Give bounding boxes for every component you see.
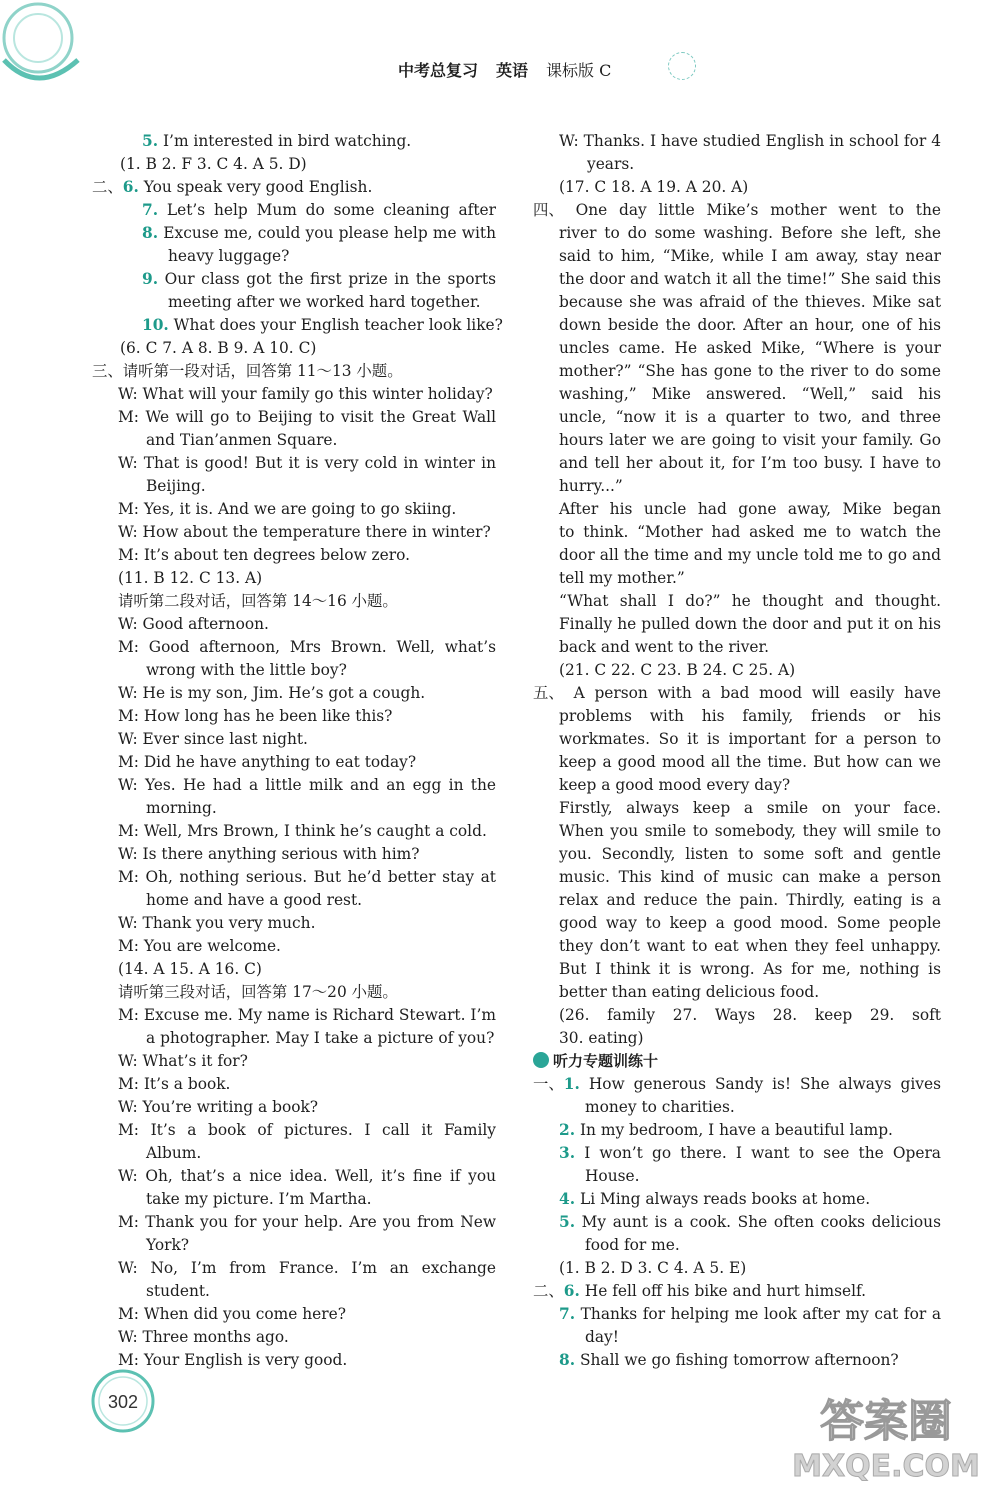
text-line bbox=[533, 130, 941, 153]
watermark-bottom: MXQE.COM bbox=[792, 1449, 980, 1483]
text-line bbox=[533, 452, 941, 475]
line-text: Finally he pulled down the door and put it on his bbox=[559, 615, 941, 633]
text-line bbox=[92, 222, 496, 245]
item-number: 10. bbox=[142, 316, 169, 334]
line-text: M: How long has he been like this? bbox=[118, 707, 393, 725]
text-line bbox=[92, 820, 496, 843]
text-line bbox=[92, 475, 496, 498]
text-line bbox=[92, 383, 496, 406]
text-line bbox=[92, 245, 496, 268]
text-line bbox=[533, 153, 941, 176]
line-text: wrong with the little boy? bbox=[146, 661, 347, 679]
text-line bbox=[533, 1349, 941, 1372]
text-line bbox=[92, 199, 496, 222]
text-line bbox=[533, 728, 941, 751]
line-text: (11. B 12. C 13. A) bbox=[118, 569, 263, 587]
line-text: M: Good afternoon, Mrs Brown. Well, what’s bbox=[118, 638, 496, 656]
text-line bbox=[92, 429, 496, 452]
line-text: W: That is good! But it is very cold in winter in bbox=[118, 454, 496, 472]
line-text: Let’s help Mum do some cleaning after bbox=[166, 201, 496, 219]
line-text: said to him, “Mike, while I am away, stay near bbox=[559, 247, 941, 265]
text-line bbox=[92, 958, 496, 981]
item-number: 8. bbox=[559, 1351, 576, 1369]
text-line bbox=[92, 797, 496, 820]
text-line bbox=[92, 1027, 496, 1050]
text-line bbox=[533, 889, 941, 912]
item-number: 8. bbox=[142, 224, 159, 242]
text-line bbox=[92, 544, 496, 567]
text-line bbox=[533, 774, 941, 797]
line-text: I’m interested in bird watching. bbox=[158, 132, 412, 150]
line-text: 三、请听第一段对话，回答第 11～13 小题。 bbox=[92, 362, 403, 380]
line-text: music. This kind of music can make a person bbox=[559, 868, 941, 886]
line-text: W: You’re writing a book? bbox=[118, 1098, 319, 1116]
line-text: down beside the door. After an hour, one of his bbox=[559, 316, 941, 334]
text-line bbox=[92, 291, 496, 314]
text-line bbox=[533, 567, 941, 590]
line-text: the door and watch it all the time!” She said this bbox=[559, 270, 941, 288]
line-text: uncle, “now it is a quarter to two, and three bbox=[559, 408, 941, 426]
text-line bbox=[533, 1165, 941, 1188]
text-line bbox=[92, 1073, 496, 1096]
text-line bbox=[533, 521, 941, 544]
line-text: 请听第三段对话，回答第 17～20 小题。 bbox=[118, 983, 398, 1001]
text-line bbox=[533, 958, 941, 981]
line-text: W: Is there anything serious with him? bbox=[118, 845, 420, 863]
line-text: washing,” Mike answered. “Well,” said his bbox=[559, 385, 941, 403]
text-line bbox=[92, 590, 496, 613]
text-line bbox=[92, 636, 496, 659]
line-text: day! bbox=[585, 1328, 619, 1346]
text-line bbox=[92, 659, 496, 682]
watermark-top: 答案圈 bbox=[820, 1396, 952, 1447]
line-text: M: Yes, it is. And we are going to go skiing. bbox=[118, 500, 457, 518]
header-subject: 英语 bbox=[496, 61, 529, 80]
line-text: keep a good mood all the time. But how can we bbox=[559, 753, 941, 771]
line-text: M: It’s about ten degrees below zero. bbox=[118, 546, 411, 564]
text-line bbox=[533, 751, 941, 774]
line-text: But I think it is wrong. As for me, nothing is bbox=[559, 960, 941, 978]
line-text: and Tian’anmen Square. bbox=[146, 431, 338, 449]
text-line bbox=[92, 268, 496, 291]
text-line bbox=[92, 613, 496, 636]
section-marker: 二、 bbox=[92, 178, 123, 196]
line-text: M: Well, Mrs Brown, I think he’s caught a cold. bbox=[118, 822, 487, 840]
text-line bbox=[92, 912, 496, 935]
line-text: W: Thanks. I have studied English in school for 4 bbox=[559, 132, 941, 150]
text-line bbox=[92, 360, 496, 383]
line-text: How generous Sandy is! She always gives bbox=[579, 1075, 941, 1093]
line-text: W: Oh, that’s a nice idea. Well, it’s fine if you bbox=[118, 1167, 496, 1185]
item-number: 4. bbox=[559, 1190, 576, 1208]
text-line bbox=[533, 820, 941, 843]
text-line bbox=[92, 406, 496, 429]
line-text: When you smile to somebody, they will smile to bbox=[559, 822, 941, 840]
text-line bbox=[92, 176, 496, 199]
line-text: M: It’s a book of pictures. I call it Family bbox=[118, 1121, 496, 1139]
text-line bbox=[92, 1165, 496, 1188]
text-line bbox=[92, 1096, 496, 1119]
text-line bbox=[533, 406, 941, 429]
section-marker: 一、 bbox=[533, 1075, 564, 1093]
text-line bbox=[92, 498, 496, 521]
item-number: 5. bbox=[559, 1213, 576, 1231]
line-text: (21. C 22. C 23. B 24. C 25. A) bbox=[559, 661, 796, 679]
headphone-icon bbox=[533, 1052, 549, 1068]
line-text: Shall we go fishing tomorrow afternoon? bbox=[575, 1351, 899, 1369]
text-line bbox=[92, 751, 496, 774]
text-line bbox=[533, 613, 941, 636]
line-text: “What shall I do?” he thought and thought. bbox=[559, 592, 941, 610]
line-text: M: Thank you for your help. Are you from New bbox=[118, 1213, 496, 1231]
line-text: back and went to the river. bbox=[559, 638, 770, 656]
text-line bbox=[533, 843, 941, 866]
line-text: Our class got the first prize in the sports bbox=[158, 270, 496, 288]
text-line bbox=[533, 314, 941, 337]
line-text: hurry...” bbox=[559, 477, 623, 495]
line-text: I won’t go there. I want to see the Opera bbox=[575, 1144, 941, 1162]
line-text: M: When did you come here? bbox=[118, 1305, 346, 1323]
text-line bbox=[92, 935, 496, 958]
text-line bbox=[533, 682, 941, 705]
text-line bbox=[533, 1004, 941, 1027]
text-line bbox=[533, 1211, 941, 1234]
text-line bbox=[533, 1280, 941, 1303]
item-number: 3. bbox=[559, 1144, 576, 1162]
text-line bbox=[533, 544, 941, 567]
line-text: M: We will go to Beijing to visit the Great Wall bbox=[118, 408, 496, 426]
text-line bbox=[92, 981, 496, 1004]
line-text: W: No, I’m from France. I’m an exchange bbox=[118, 1259, 496, 1277]
header-ornament bbox=[668, 52, 696, 80]
text-line bbox=[533, 636, 941, 659]
line-text: hours later we are going to visit your family. Go bbox=[559, 431, 941, 449]
text-line bbox=[533, 1326, 941, 1349]
line-text: morning. bbox=[146, 799, 217, 817]
line-text: door all the time and my uncle told me to go and bbox=[559, 546, 941, 564]
text-line bbox=[92, 1234, 496, 1257]
line-text: W: Good afternoon. bbox=[118, 615, 269, 633]
item-number: 9. bbox=[142, 270, 159, 288]
line-text: workmates. So it is important for a person to bbox=[559, 730, 941, 748]
text-line bbox=[92, 130, 496, 153]
text-line bbox=[92, 567, 496, 590]
item-number: 5. bbox=[142, 132, 159, 150]
text-line bbox=[533, 1234, 941, 1257]
line-text: uncles came. He asked Mike, “Where is your bbox=[559, 339, 941, 357]
text-line bbox=[533, 475, 941, 498]
line-text: Album. bbox=[146, 1144, 202, 1162]
line-text: Thanks for helping me look after my cat for a bbox=[575, 1305, 941, 1323]
line-text: take my picture. I’m Martha. bbox=[146, 1190, 372, 1208]
line-text: student. bbox=[146, 1282, 210, 1300]
line-text: M: Excuse me. My name is Richard Stewart. I’m bbox=[118, 1006, 496, 1024]
text-line bbox=[533, 935, 941, 958]
line-text: 30. eating) bbox=[559, 1029, 644, 1047]
header-edition: 课标版 C bbox=[546, 61, 612, 80]
line-text: M: Did he have anything to eat today? bbox=[118, 753, 417, 771]
text-line bbox=[533, 383, 941, 406]
line-text: One day little Mike’s mother went to the bbox=[563, 201, 941, 219]
text-line bbox=[533, 590, 941, 613]
text-line bbox=[92, 1050, 496, 1073]
line-text: (17. C 18. A 19. A 20. A) bbox=[559, 178, 749, 196]
line-text: money to charities. bbox=[585, 1098, 735, 1116]
corner-decoration bbox=[0, 0, 100, 90]
item-number: 1. bbox=[563, 1075, 580, 1093]
text-line bbox=[92, 1211, 496, 1234]
line-text: years. bbox=[587, 155, 635, 173]
watermark bbox=[778, 1388, 993, 1483]
line-text: (1. B 2. D 3. C 4. A 5. E) bbox=[559, 1259, 747, 1277]
line-text: (1. B 2. F 3. C 4. A 5. D) bbox=[120, 155, 307, 173]
line-text: M: Your English is very good. bbox=[118, 1351, 348, 1369]
text-line bbox=[533, 705, 941, 728]
line-text: tell my mother.” bbox=[559, 569, 685, 587]
text-line bbox=[533, 222, 941, 245]
line-text: W: What will your family go this winter holiday? bbox=[118, 385, 493, 403]
line-text: Firstly, always keep a smile on your face. bbox=[559, 799, 941, 817]
item-number: 7. bbox=[559, 1305, 576, 1323]
line-text: because she was afraid of the thieves. Mike sat bbox=[559, 293, 941, 311]
text-line bbox=[92, 1326, 496, 1349]
text-line bbox=[92, 1119, 496, 1142]
line-text: In my bedroom, I have a beautiful lamp. bbox=[575, 1121, 893, 1139]
text-line bbox=[533, 268, 941, 291]
line-text: meeting after we worked hard together. bbox=[168, 293, 481, 311]
text-line bbox=[533, 1188, 941, 1211]
line-text: You speak very good English. bbox=[138, 178, 373, 196]
item-number: 7. bbox=[142, 201, 159, 219]
page-header bbox=[398, 58, 611, 81]
line-text: food for me. bbox=[585, 1236, 680, 1254]
line-text: home and have a good rest. bbox=[146, 891, 363, 909]
line-text: W: Thank you very much. bbox=[118, 914, 316, 932]
page-number-badge bbox=[88, 1366, 158, 1436]
line-text: York? bbox=[146, 1236, 190, 1254]
text-line bbox=[533, 1142, 941, 1165]
text-line bbox=[533, 199, 941, 222]
line-text: 请听第二段对话，回答第 14～16 小题。 bbox=[118, 592, 398, 610]
line-text: W: Three months ago. bbox=[118, 1328, 289, 1346]
line-text: to think. “Mother had asked me to watch the bbox=[559, 523, 941, 541]
text-line bbox=[92, 521, 496, 544]
text-line bbox=[533, 1119, 941, 1142]
line-text: mother?” “She has gone to the river to do some bbox=[559, 362, 941, 380]
left-column bbox=[92, 130, 503, 1372]
section-marker: 四、 bbox=[533, 201, 564, 219]
text-line bbox=[92, 1004, 496, 1027]
text-line bbox=[92, 774, 496, 797]
text-line bbox=[92, 1280, 496, 1303]
line-text: W: How about the temperature there in winter? bbox=[118, 523, 491, 541]
text-line bbox=[92, 1257, 496, 1280]
text-line bbox=[92, 682, 496, 705]
line-text: Excuse me, could you please help me with bbox=[163, 224, 496, 242]
line-text: and tell her about it, for I’m too busy. I have to bbox=[559, 454, 941, 472]
text-line bbox=[533, 176, 941, 199]
text-line bbox=[533, 429, 941, 452]
line-text: (26. family 27. Ways 28. keep 29. soft bbox=[559, 1006, 941, 1024]
text-line bbox=[533, 1027, 941, 1050]
text-line bbox=[533, 659, 941, 682]
line-text: M: It’s a book. bbox=[118, 1075, 231, 1093]
line-text: better than eating delicious food. bbox=[559, 983, 820, 1001]
text-line bbox=[533, 337, 941, 360]
line-text: good way to keep a good mood. Some people bbox=[559, 914, 941, 932]
line-text: W: What’s it for? bbox=[118, 1052, 248, 1070]
section-title: 听力专题训练十 bbox=[553, 1052, 659, 1070]
line-text: M: You are welcome. bbox=[118, 937, 281, 955]
text-line bbox=[533, 797, 941, 820]
line-text: keep a good mood every day? bbox=[559, 776, 791, 794]
text-line bbox=[92, 866, 496, 889]
line-text: (14. A 15. A 16. C) bbox=[118, 960, 262, 978]
right-column bbox=[533, 130, 941, 1372]
text-line bbox=[533, 1096, 941, 1119]
section-marker: 五、 bbox=[533, 684, 564, 702]
text-line bbox=[533, 291, 941, 314]
text-line bbox=[533, 1303, 941, 1326]
line-text: What does your English teacher look like? bbox=[168, 316, 503, 334]
text-line bbox=[92, 314, 503, 337]
line-text: W: Yes. He had a little milk and an egg in the bbox=[118, 776, 496, 794]
text-line bbox=[92, 1188, 496, 1211]
item-number: 2. bbox=[559, 1121, 576, 1139]
line-text: M: Oh, nothing serious. But he’d better stay at bbox=[118, 868, 496, 886]
text-line bbox=[92, 889, 496, 912]
text-line bbox=[92, 728, 496, 751]
line-text: Li Ming always reads books at home. bbox=[575, 1190, 871, 1208]
line-text: heavy luggage? bbox=[168, 247, 290, 265]
line-text: (6. C 7. A 8. B 9. A 10. C) bbox=[120, 339, 317, 357]
section-marker: 二、 bbox=[533, 1282, 564, 1300]
text-line bbox=[92, 1142, 496, 1165]
line-text: river to do some washing. Before she left, she bbox=[559, 224, 941, 242]
text-line bbox=[533, 1073, 941, 1096]
line-text: you. Secondly, listen to some soft and gentle bbox=[559, 845, 941, 863]
line-text: A person with a bad mood will easily have bbox=[563, 684, 941, 702]
line-text: He fell off his bike and hurt himself. bbox=[579, 1282, 867, 1300]
line-text: W: Ever since last night. bbox=[118, 730, 308, 748]
text-line bbox=[92, 153, 496, 176]
text-line bbox=[533, 866, 941, 889]
header-book: 中考总复习 bbox=[398, 61, 479, 80]
text-line bbox=[92, 1303, 496, 1326]
line-text: W: He is my son, Jim. He’s got a cough. bbox=[118, 684, 426, 702]
text-line bbox=[533, 245, 941, 268]
text-line bbox=[92, 705, 496, 728]
line-text: House. bbox=[585, 1167, 640, 1185]
line-text: they don’t want to eat when they feel unhappy. bbox=[559, 937, 941, 955]
line-text: problems with his family, friends or his bbox=[559, 707, 941, 725]
page-number: 302 bbox=[107, 1392, 139, 1412]
text-line bbox=[92, 452, 496, 475]
line-text: Beijing. bbox=[146, 477, 206, 495]
item-number: 6. bbox=[563, 1282, 580, 1300]
line-text: After his uncle had gone away, Mike began bbox=[559, 500, 941, 518]
text-line bbox=[533, 498, 941, 521]
text-line bbox=[533, 1050, 941, 1073]
text-line bbox=[533, 912, 941, 935]
text-line bbox=[92, 843, 496, 866]
text-line bbox=[533, 1257, 941, 1280]
line-text: My aunt is a cook. She often cooks delicious bbox=[575, 1213, 941, 1231]
text-line bbox=[533, 360, 941, 383]
line-text: a photographer. May I take a picture of you? bbox=[146, 1029, 495, 1047]
text-line bbox=[533, 981, 941, 1004]
item-number: 6. bbox=[122, 178, 139, 196]
line-text: relax and reduce the pain. Thirdly, eating is a bbox=[559, 891, 941, 909]
text-line bbox=[92, 337, 496, 360]
